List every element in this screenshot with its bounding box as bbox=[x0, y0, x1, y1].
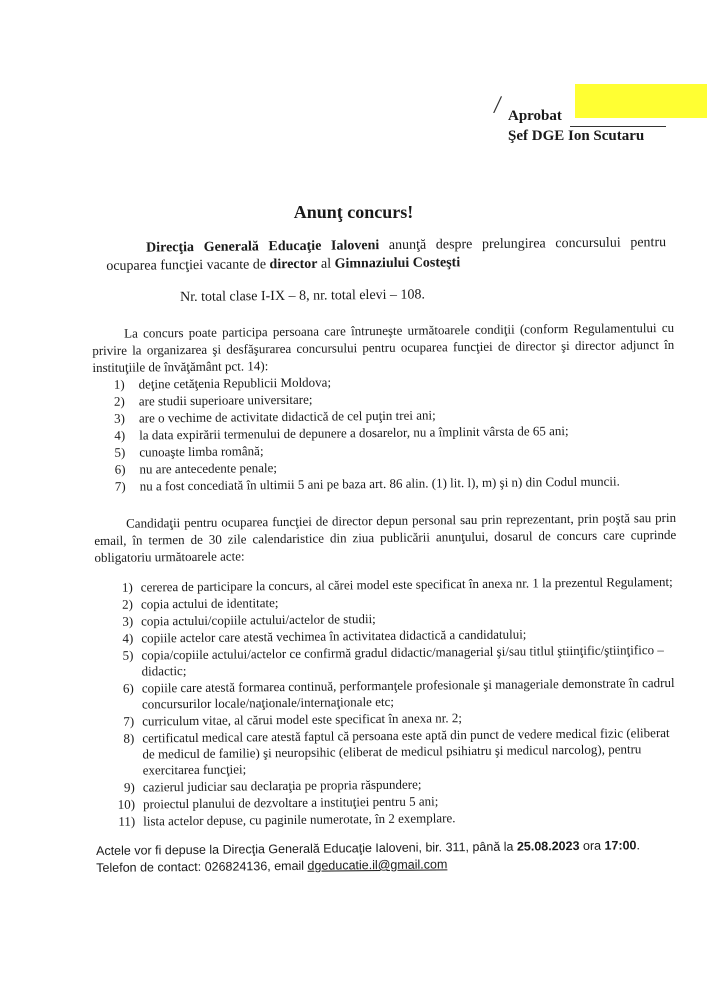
conditions-list bbox=[93, 370, 676, 495]
documents-list bbox=[95, 574, 680, 830]
list-item-number: 4) bbox=[122, 630, 134, 646]
list-item-text: nu a fost concediată în ultimii 5 ani pe baza art. 86 alin. (1) lit. l), m) şi n) din Codul muncii. bbox=[139, 473, 620, 494]
page-title: Anunţ concurs! bbox=[293, 202, 414, 222]
deadline-time: 17:00 bbox=[604, 838, 637, 853]
list-item-number: 3) bbox=[114, 410, 126, 426]
list-item-number: 11) bbox=[118, 813, 136, 829]
list-item-text: lista actelor depuse, cu paginile numerotate, în 2 exemplare. bbox=[143, 810, 456, 829]
list-item-number: 3) bbox=[122, 613, 134, 629]
list-item-text: copia/copiile actului/actelor ce confirmă gradul didactic/managerial şi/sau titlul ştiinţific/ştiinţifico – didactic; bbox=[141, 642, 664, 679]
list-item-text: cazierul judiciar sau declaraţia pe propria răspundere; bbox=[142, 776, 422, 795]
intro-school: Gimnaziului Costeşti bbox=[334, 255, 461, 272]
list-item-number: 2) bbox=[113, 393, 125, 409]
intro-text-1: anunţă despre prelungirea concursului pentru ocuparea funcţiei vacante de bbox=[106, 235, 667, 274]
list-item-text: copia actului/copiile actului/actelor de studii; bbox=[141, 611, 376, 629]
intro-paragraph bbox=[106, 234, 666, 276]
email-link[interactable]: dgeducatie.il@gmail.com bbox=[307, 857, 448, 873]
list-item-number: 6) bbox=[114, 461, 126, 477]
approval-signer: Şef DGE Ion Scutaru bbox=[508, 128, 645, 144]
list-item-text: are studii superioare universitare; bbox=[138, 391, 313, 409]
list-item-text: cunoaşte limba română; bbox=[139, 443, 264, 460]
approval-label: Aprobat bbox=[508, 108, 562, 124]
documents-section bbox=[94, 509, 679, 831]
list-item bbox=[96, 725, 678, 779]
approval-slash-mark: / bbox=[492, 89, 503, 120]
list-item-text: cererea de participare la concurs, al cărei model este specificat în anexa nr. 1 la prezentul Regulament; bbox=[140, 573, 673, 595]
list-item-text: la data expirării termenului de depunere a dosarelor, nu a împlinit vârsta de 65 ani; bbox=[139, 423, 569, 443]
list-item-number: 9) bbox=[123, 779, 135, 795]
list-item-text: proiectul planului de dezvoltare a instituţiei pentru 5 ani; bbox=[142, 793, 439, 812]
conditions-lead: La concurs poate participa persoana care întruneşte următoarele condiţii (conform Regulamentului cu privire la organizarea şi desfăşurarea concursului pentru ocuparea funcţiei de director şi director adjunct în instituţiile de învăţământ pct. 14): bbox=[92, 319, 675, 375]
list-item-number: 4) bbox=[114, 427, 126, 443]
submission-mid: ora bbox=[579, 838, 605, 853]
list-item-number: 1) bbox=[121, 579, 133, 595]
list-item-number: 5) bbox=[114, 444, 126, 460]
submission-end: . bbox=[636, 838, 641, 853]
list-item-number: 7) bbox=[114, 478, 126, 494]
list-item-text: nu are antecedente penale; bbox=[139, 460, 278, 477]
list-item-text: curriculum vitae, al cărui model este specificat în anexa nr. 2; bbox=[142, 710, 463, 729]
list-item-number: 7) bbox=[123, 713, 135, 729]
list-item-number: 6) bbox=[122, 680, 134, 696]
list-item-text: copiile care atestă formarea continuă, performanţele profesionale şi manageriale demonstrate în cadrul concursurilor locale/naţionale/internaţionale etc; bbox=[141, 674, 675, 712]
redaction-highlight bbox=[575, 84, 707, 118]
intro-position: director bbox=[269, 256, 318, 273]
intro-text-2: al bbox=[317, 256, 335, 272]
intro-org: Direcţia Generală Educaţie Ialoveni bbox=[146, 238, 380, 256]
list-item-number: 10) bbox=[117, 796, 136, 812]
list-item-text: copia actului de identitate; bbox=[140, 595, 279, 612]
list-item-text: deţine cetăţenia Republicii Moldova; bbox=[138, 374, 332, 392]
conditions-section bbox=[92, 319, 676, 495]
submission-text: Actele vor fi depuse la Direcţia Generală Educaţie Ialoveni, bir. 311, până la bbox=[96, 839, 517, 858]
school-stats: Nr. total clase I-IX – 8, nr. total elevi – 108. bbox=[180, 287, 426, 305]
list-item-number: 2) bbox=[122, 596, 134, 612]
list-item-number: 5) bbox=[122, 647, 134, 663]
list-item-text: copiile actelor care atestă vechimea în activitatea didactică a candidatului; bbox=[141, 626, 527, 646]
list-item bbox=[96, 675, 678, 713]
signature-line bbox=[570, 126, 666, 127]
list-item-number: 1) bbox=[113, 376, 125, 392]
contact-text: Telefon de contact: 026824136, email bbox=[96, 858, 308, 875]
contact-footer bbox=[96, 837, 656, 877]
list-item-text: are o vechime de activitate didactică de cel puţin trei ani; bbox=[138, 407, 436, 426]
documents-lead: Candidaţii pentru ocuparea funcţiei de director depun personal sau prin reprezentant, prin poştă sau prin email, în termen de 30 zile calendaristice din ziua publicării anunţului, dosarul de concurs care cuprinde obligatoriu următoarele acte: bbox=[94, 509, 677, 565]
list-item-text: certificatul medical care atestă faptul că persoana este aptă din punct de vedere medical fizic (eliberat de medicul de familie) şi neuropsihic (eliberat de medicul psihiatru şi medicul narcolog), pentru exercitarea funcţiei; bbox=[142, 724, 670, 778]
list-item-number: 8) bbox=[123, 730, 135, 746]
deadline-date: 25.08.2023 bbox=[516, 838, 580, 854]
list-item bbox=[95, 642, 677, 680]
